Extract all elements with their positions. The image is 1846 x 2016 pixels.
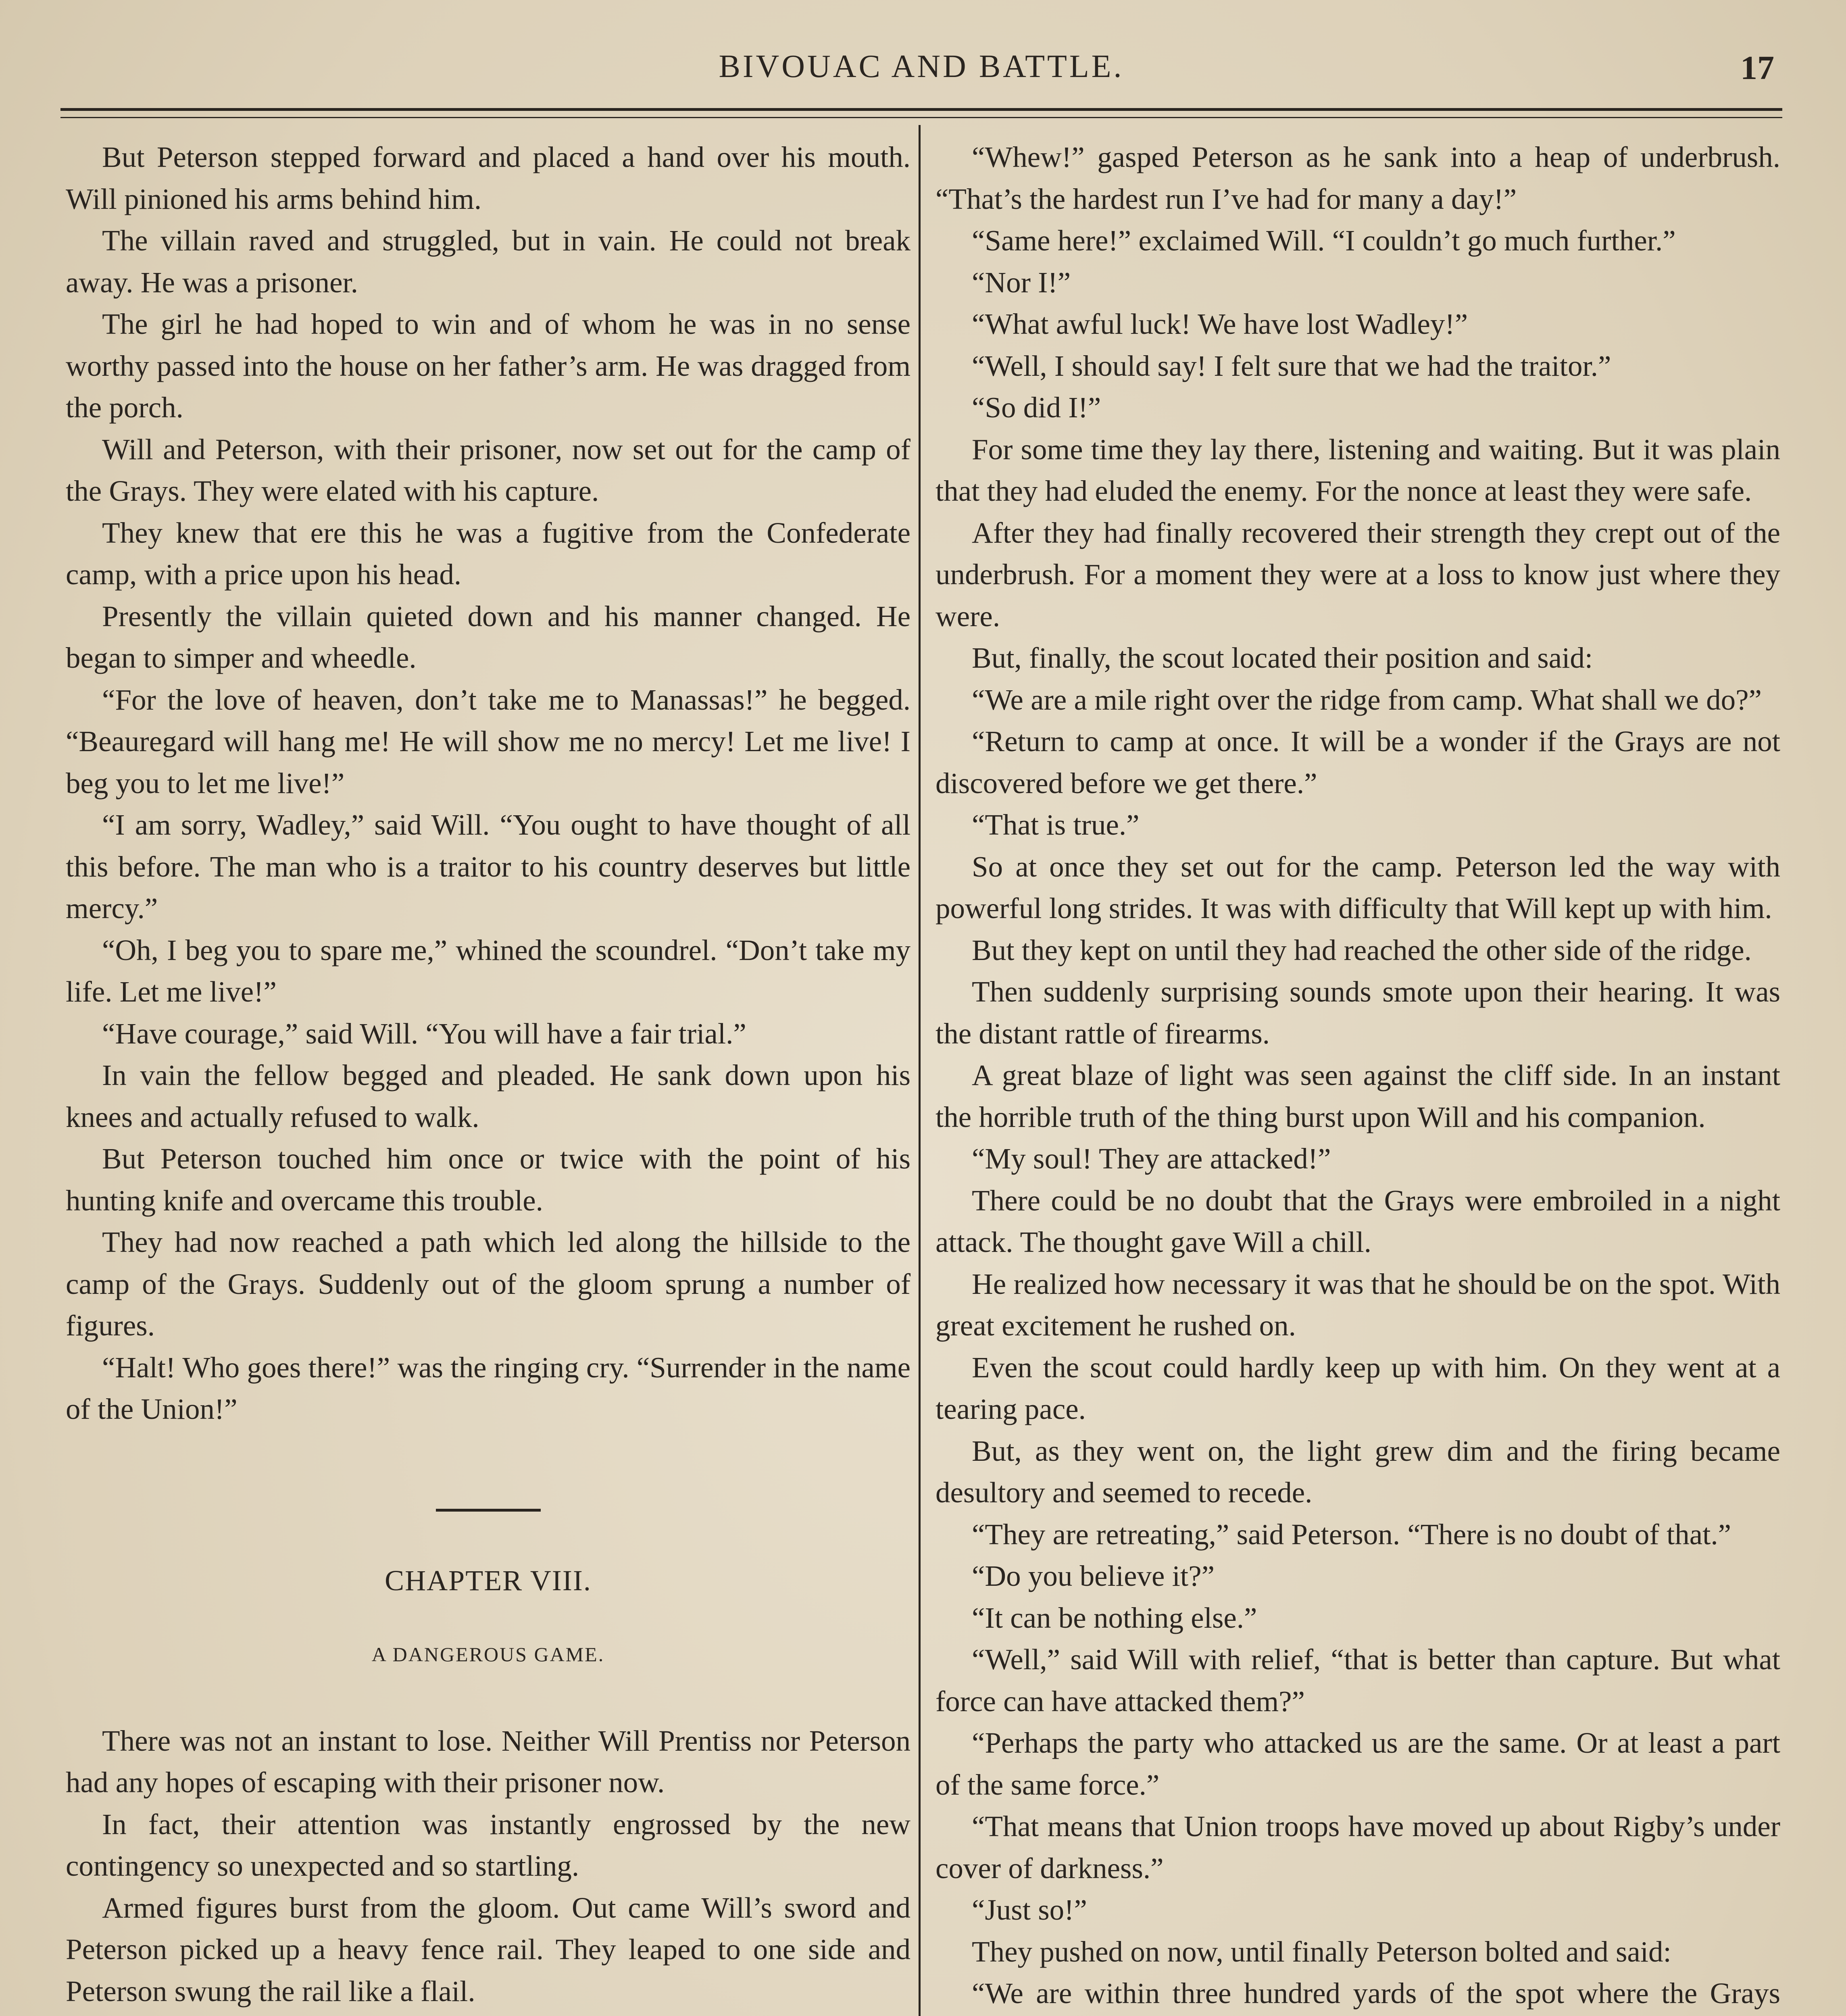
left-column [66,136,910,2016]
paragraph: “Nor I!” [972,266,1071,299]
paragraph: “It can be nothing else.” [972,1601,1257,1634]
paragraph: “That means that Union troops have moved up about Rigby’s under cover of darkness.” [936,1810,1780,1885]
left-column-text-bottom [66,1720,910,2016]
paragraph: “We are a mile right over the ridge from camp. What shall we do?” [972,683,1762,716]
paragraph: He realized how necessary it was that he should be on the spot. With great excitement he rushed on. [936,1267,1780,1342]
paragraph: Then suddenly surprising sounds smote upon their hearing. It was the distant rattle of firearms. [936,975,1780,1050]
left-column-text-top [66,136,910,1430]
paragraph: They pushed on now, until finally Peterson bolted and said: [972,1935,1671,1968]
paragraph: The villain raved and struggled, but in vain. He could not break away. He was a prisoner. [66,224,910,299]
paragraph: “They are retreating,” said Peterson. “There is no doubt of that.” [972,1518,1731,1551]
chapter-separator [436,1509,541,1512]
paragraph: Armed figures burst from the gloom. Out came Will’s sword and Peterson picked up a heavy fence rail. They leaped to one side and Peterson swung the rail like a flail. [66,1891,910,2008]
paragraph: “Same here!” exclaimed Will. “I couldn’t go much further.” [972,224,1676,257]
paragraph: There was not an instant to lose. Neither Will Prentiss nor Peterson had any hopes of escaping with their prisoner now. [66,1724,910,1799]
right-column [936,136,1780,2016]
paragraph: But Peterson stepped forward and placed a hand over his mouth. Will pinioned his arms behind him. [66,141,910,215]
right-column-text [936,136,1780,2016]
paragraph: Will and Peterson, with their prisoner, now set out for the camp of the Grays. They were elated with his capture. [66,433,910,507]
page-number: 17 [1740,49,1774,87]
paragraph: They had now reached a path which led along the hillside to the camp of the Grays. Suddenly out of the gloom sprung a number of figures. [66,1226,910,1342]
paragraph: There could be no doubt that the Grays were embroiled in a night attack. The thought gave Will a chill. [936,1184,1780,1258]
paragraph: After they had finally recovered their strength they crept out of the underbrush. For a moment they were at a loss to know just where they were. [936,516,1780,633]
paragraph: “What awful luck! We have lost Wadley!” [972,308,1468,340]
paragraph: “Just so!” [972,1893,1087,1926]
paragraph: “Well, I should say! I felt sure that we had the traitor.” [972,349,1611,382]
running-head [60,48,1782,93]
paragraph: “Have courage,” said Will. “You will have a fair trial.” [102,1017,746,1050]
paragraph: “We are within three hundred yards of the spot where the Grays [972,1977,1780,2010]
paragraph: “Return to camp at once. It will be a wonder if the Grays are not discovered before we get there.” [936,725,1780,800]
paragraph [66,2012,910,2016]
header-rule-thick [60,108,1782,111]
paragraph: “Whew!” gasped Peterson as he sank into a heap of underbrush. “That’s the hardest run I’ve had for many a day!” [936,141,1780,215]
paragraph: In vain the fellow begged and pleaded. He sank down upon his knees and actually refused to walk. [66,1059,910,1133]
paragraph: “Oh, I beg you to spare me,” whined the scoundrel. “Don’t take my life. Let me live!” [66,933,910,1008]
paragraph: The girl he had hoped to win and of whom he was in no sense worthy passed into the house on her father’s arm. He was dragged from the porch. [66,308,910,424]
paragraph: “For the love of heaven, don’t take me to Manassas!” he begged. “Beauregard will hang me! He will show me no mercy! Let me live! I beg you to let me live!” [66,683,910,800]
header-rule-thin [60,117,1782,118]
running-title: BIVOUAC AND BATTLE. [719,49,1124,84]
paragraph: Presently the villain quieted down and his manner changed. He began to simper and wheedle. [66,600,910,674]
paragraph: “So did I!” [972,391,1101,424]
paragraph: But Peterson touched him once or twice with the point of his hunting knife and overcame this trouble. [66,1142,910,1217]
paragraph: “That is true.” [972,808,1140,841]
paragraph: “My soul! They are attacked!” [972,1142,1331,1175]
paragraph: “I am sorry, Wadley,” said Will. “You ought to have thought of all this before. The man who is a traitor to his country deserves but little mercy.” [66,808,910,925]
column-divider [919,125,921,2016]
paragraph: But they kept on until they had reached the other side of the ridge. [972,933,1752,966]
paragraph: In fact, their attention was instantly engrossed by the new contingency so unexpected and so startling. [66,1808,910,1882]
paragraph: A great blaze of light was seen against the cliff side. In an instant the horrible truth of the thing burst upon Will and his companion. [936,1059,1780,1133]
paragraph: Even the scout could hardly keep up with him. On they went at a tearing pace. [936,1351,1780,1425]
chapter-title: CHAPTER VIII. [385,1564,592,1597]
paragraph: For some time they lay there, listening and waiting. But it was plain that they had eluded the enemy. For the nonce at least they were safe. [936,433,1780,507]
paragraph: They knew that ere this he was a fugitive from the Confederate camp, with a price upon his head. [66,516,910,591]
paragraph: So at once they set out for the camp. Peterson led the way with powerful long strides. It was with difficulty that Will kept up with him. [936,850,1780,925]
paragraph: But, as they went on, the light grew dim and the firing became desultory and seemed to recede. [936,1434,1780,1509]
paragraph: “Halt! Who goes there!” was the ringing cry. “Surrender in the name of the Union!” [66,1351,910,1425]
paragraph: But, finally, the scout located their position and said: [972,641,1593,674]
paragraph: “Do you believe it?” [972,1560,1215,1592]
chapter-subtitle: A DANGEROUS GAME. [371,1643,605,1666]
paragraph: “Perhaps the party who attacked us are the same. Or at least a part of the same force.” [936,1727,1780,1801]
paragraph: “Well,” said Will with relief, “that is better than capture. But what force can have attacked them?” [936,1643,1780,1718]
